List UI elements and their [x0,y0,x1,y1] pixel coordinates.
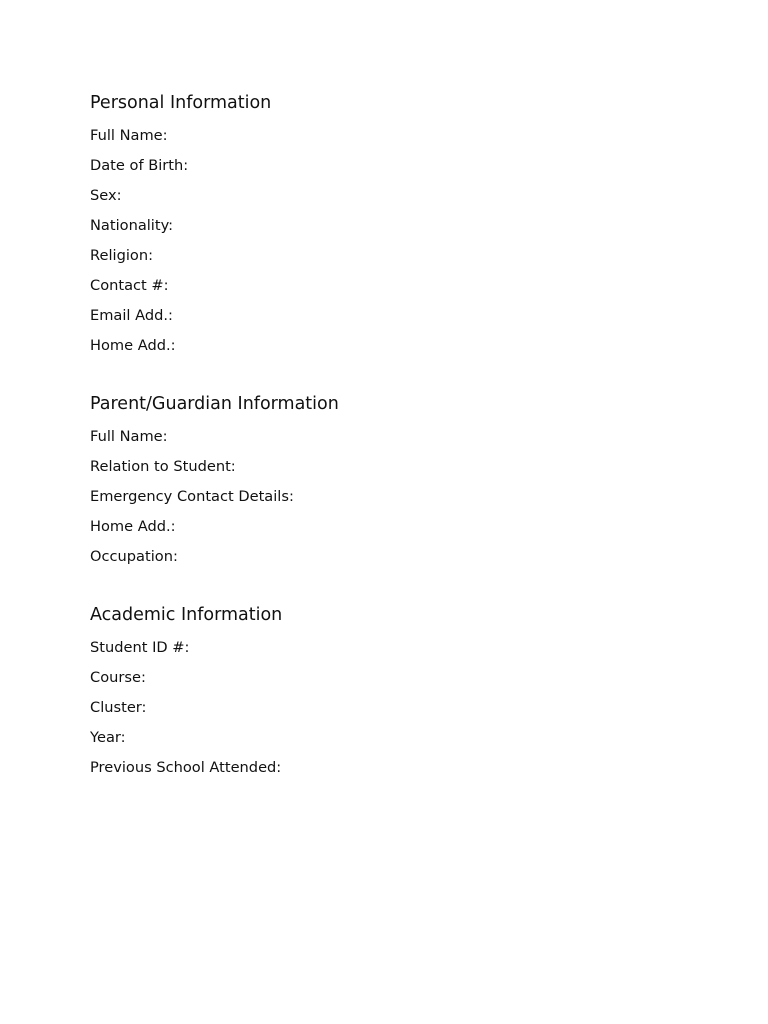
emergency-contact-label: Emergency Contact Details: [90,488,294,505]
guardian-home-address-label: Home Add.: [90,518,176,535]
guardian-full-name-label: Full Name: [90,428,168,445]
full-name-label: Full Name: [90,127,168,144]
year-label: Year: [90,729,126,746]
personal-information-section [90,91,690,361]
date-of-birth-label: Date of Birth: [90,157,189,174]
parent-guardian-information-section [90,392,690,572]
relation-to-student-label: Relation to Student: [90,458,236,475]
section-title: Parent/Guardian Information [90,394,339,414]
cluster-label: Cluster: [90,699,147,716]
nationality-label: Nationality: [90,217,174,234]
section-title: Personal Information [90,93,272,113]
email-address-label: Email Add.: [90,307,173,324]
academic-information-section [90,603,690,783]
home-address-label: Home Add.: [90,337,176,354]
form-page [90,91,690,814]
course-label: Course: [90,669,146,686]
contact-number-label: Contact #: [90,277,169,294]
section-title: Academic Information [90,605,283,625]
occupation-label: Occupation: [90,548,178,565]
sex-label: Sex: [90,187,122,204]
previous-school-label: Previous School Attended: [90,759,282,776]
religion-label: Religion: [90,247,153,264]
student-id-label: Student ID #: [90,639,190,656]
